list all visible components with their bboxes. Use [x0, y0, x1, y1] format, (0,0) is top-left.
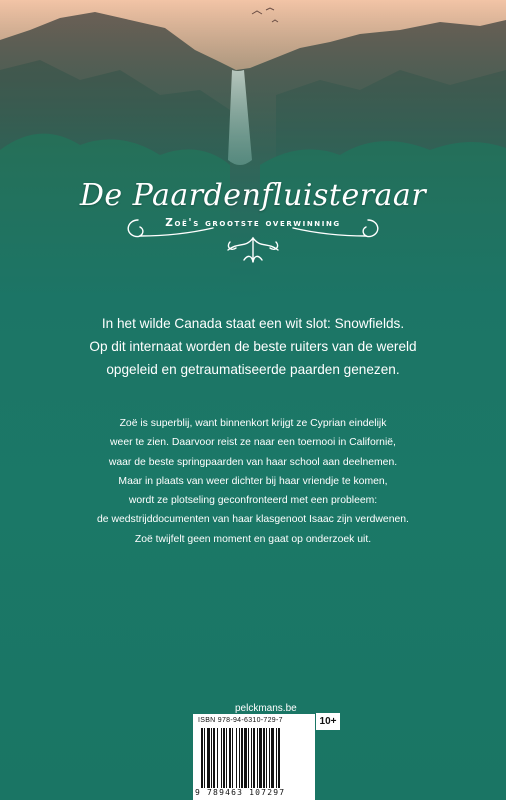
- age-rating-badge: 10+: [316, 713, 340, 730]
- intro-blurb: [60, 312, 446, 381]
- story-summary: [50, 414, 456, 549]
- summary-line: Zoë is superblij, want binnenkort krijgt ze Cyprian eindelijk: [119, 418, 387, 429]
- summary-line: de wedstrijddocumenten van haar klasgenoot Isaac zijn verdwenen.: [97, 514, 409, 526]
- intro-line: In het wilde Canada staat een wit slot: Snowfields.: [101, 316, 405, 331]
- summary-line: waar de beste springpaarden van haar school aan deelnemen.: [108, 456, 398, 468]
- publisher-url: pelckmans.be: [235, 703, 297, 714]
- summary-line: Zoë twijfelt geen moment en gaat op onderzoek uit.: [134, 533, 372, 545]
- barcode-digits: 9 789463 107297: [195, 788, 286, 797]
- series-branding: [0, 178, 506, 229]
- intro-line: opgeleid en getraumatiseerde paarden genezen.: [106, 362, 400, 377]
- intro-line: Op dit internaat worden de beste ruiters van de wereld: [89, 339, 417, 354]
- book-subtitle: Zoë's grootste overwinning: [165, 217, 341, 229]
- isbn-barcode: [193, 714, 315, 800]
- barcode-bars: [201, 728, 307, 788]
- isbn-label: ISBN 978-94-6310-729-7: [198, 717, 283, 724]
- series-title: De Paardenfluisteraar: [79, 178, 427, 213]
- summary-line: Maar in plaats van weer dichter bij haar vriendje te komen,: [118, 475, 388, 487]
- summary-line: wordt ze plotseling geconfronteerd met een probleem:: [128, 495, 378, 507]
- summary-line: weer te zien. Daarvoor reist ze naar een toernooi in Californië,: [110, 437, 396, 449]
